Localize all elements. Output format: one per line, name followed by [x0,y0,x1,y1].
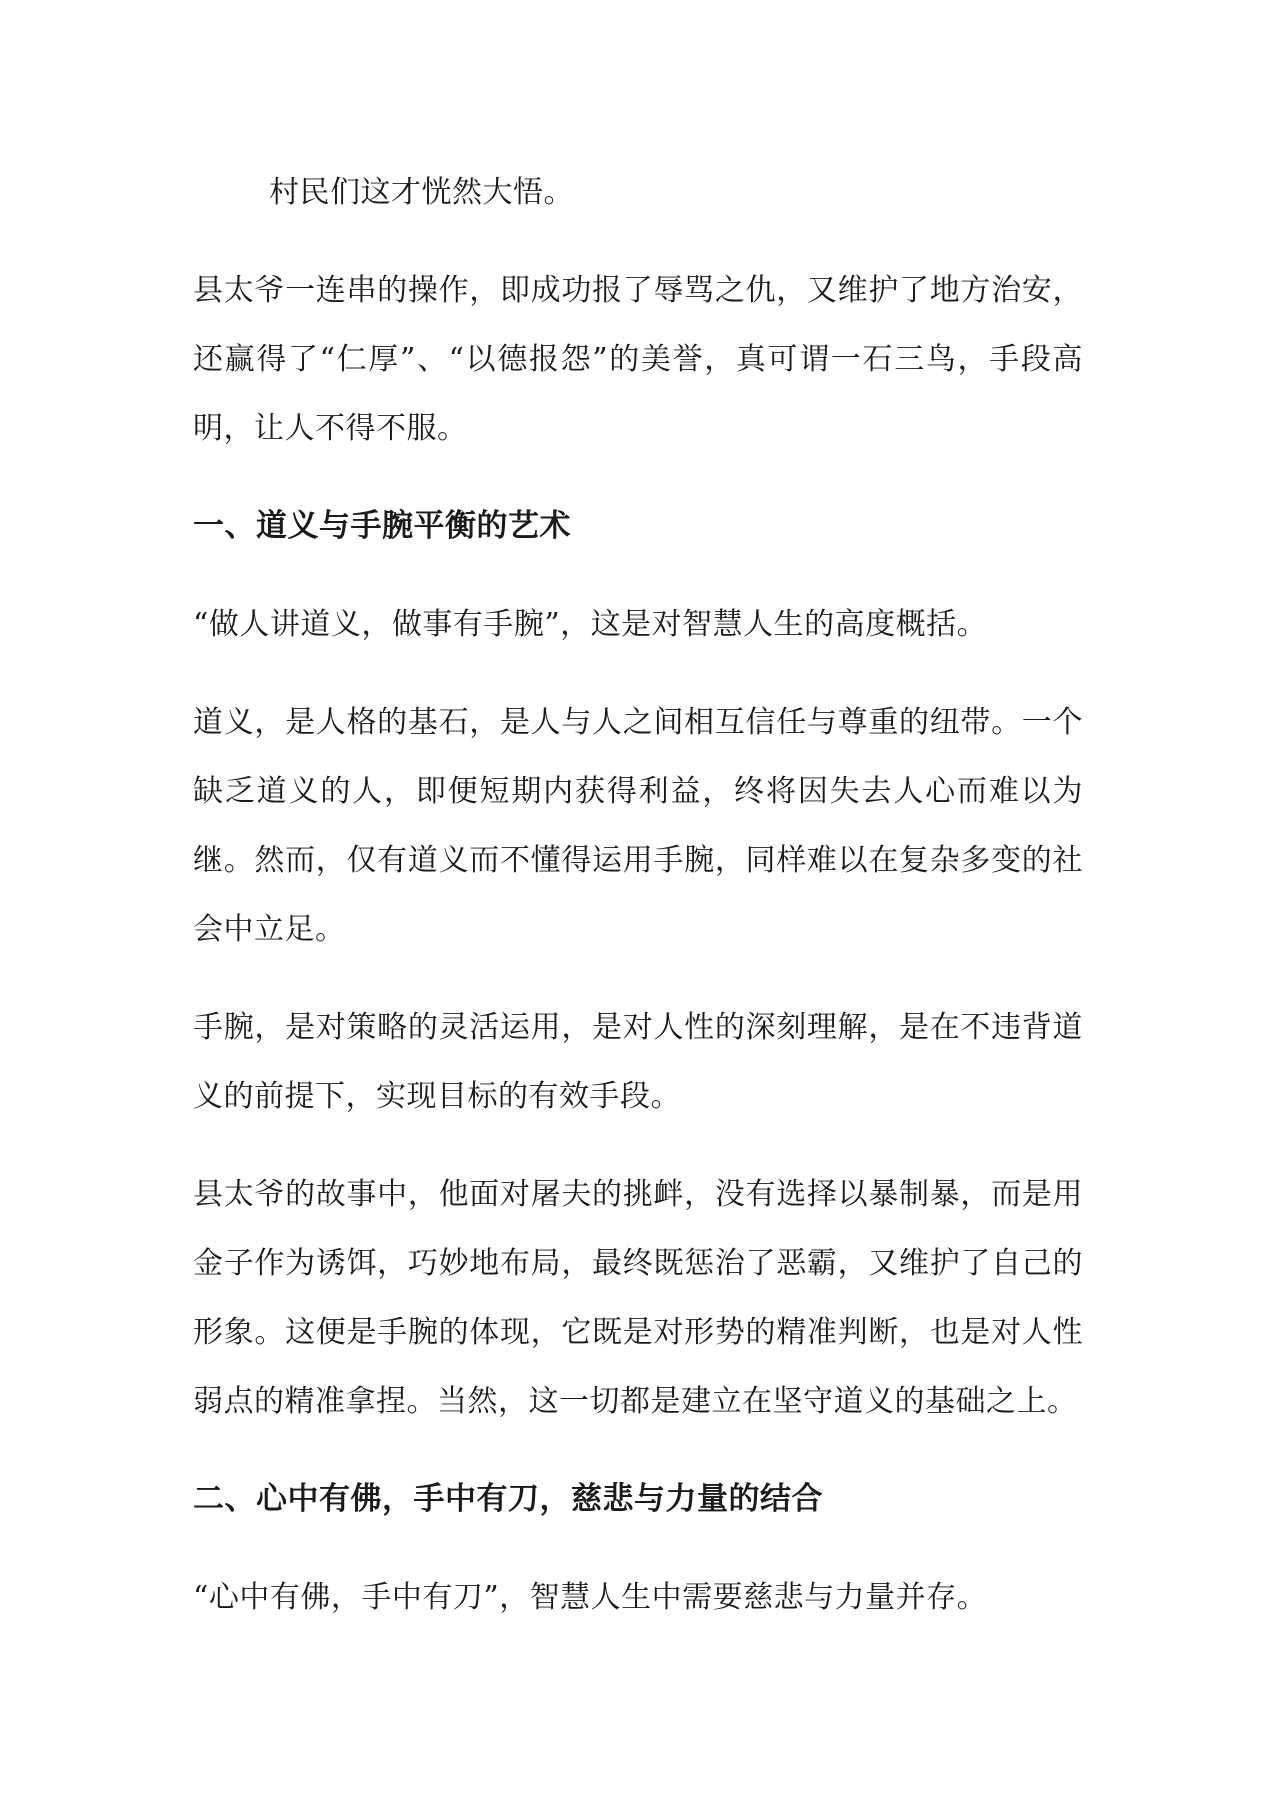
paragraph-morality: 道义，是人格的基石，是人与人之间相互信任与尊重的纽带。一个缺乏道义的人，即便短期内获得利益，终将因失去人心而难以为继。然而，仅有道义而不懂得运用手腕，同样难以在复杂多变的社会中立足。 [193,705,1083,947]
paragraph-quote-buddha-blade: “心中有佛，手中有刀”，智慧人生中需要慈悲与力量并存。 [193,1580,988,1615]
paragraph-villagers-realize: 村民们这才恍然大悟。 [269,175,574,210]
paragraph-skill: 手腕，是对策略的灵活运用，是对人性的深刻理解，是在不违背道义的前提下，实现目标的有效手段。 [193,1010,1083,1114]
paragraph-magistrate-actions: 县太爷一连串的操作，即成功报了辱骂之仇，又维护了地方治安，还赢得了“仁厚”、“以德报怨”的美誉，真可谓一石三鸟，手段高明，让人不得不服。 [193,273,1083,446]
document-body [193,158,1083,1661]
paragraph-quote-morality: “做人讲道义，做事有手腕”，这是对智慧人生的高度概括。 [193,607,988,642]
paragraph-magistrate-story: 县太爷的故事中，他面对屠夫的挑衅，没有选择以暴制暴，而是用金子作为诱饵，巧妙地布局，最终既惩治了恶霸，又维护了自己的形象。这便是手腕的体现，它既是对形势的精准判断，也是对人性弱点的精准拿捏。当然，这一切都是建立在坚守道义的基础之上。 [193,1177,1083,1419]
section-heading-2: 二、心中有佛，手中有刀，慈悲与力量的结合 [193,1481,823,1517]
section-heading-1: 一、道义与手腕平衡的艺术 [193,508,571,544]
